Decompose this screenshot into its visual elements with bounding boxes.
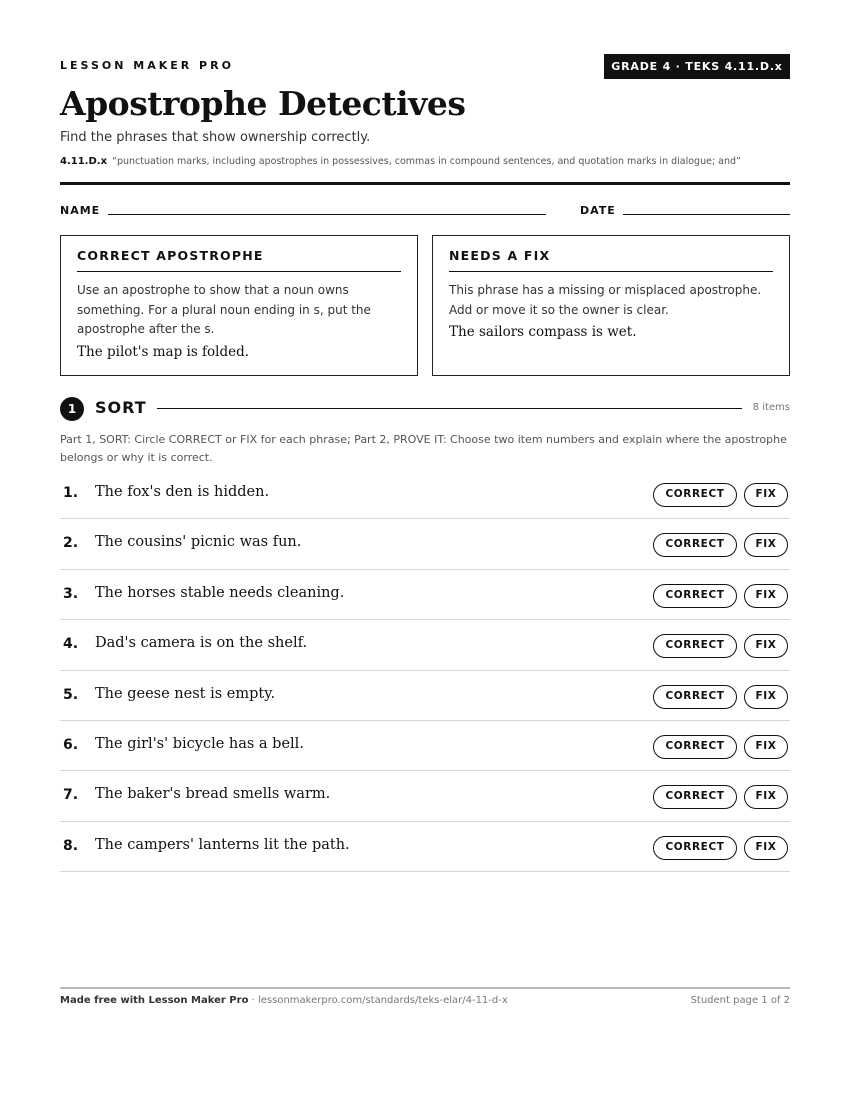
section-divider xyxy=(157,408,742,409)
correct-button[interactable]: CORRECT xyxy=(653,584,737,608)
sort-item-list xyxy=(60,469,790,872)
standard-text: “punctuation marks, including apostrophes in possessives, commas in compound sentences, and quotation marks in dialogue; and” xyxy=(112,156,741,167)
item-phrase: The geese nest is empty. xyxy=(95,685,276,702)
correct-box-example: The pilot's map is folded. xyxy=(77,343,250,360)
fix-button[interactable]: FIX xyxy=(744,785,788,809)
correct-box-title: CORRECT APOSTROPHE xyxy=(77,248,401,272)
sort-item xyxy=(60,519,790,569)
date-field[interactable] xyxy=(623,214,790,215)
sort-item xyxy=(60,469,790,519)
fix-button[interactable]: FIX xyxy=(744,533,788,557)
sort-item xyxy=(60,771,790,821)
grade-badge: GRADE 4 · TEKS 4.11.D.x xyxy=(604,54,790,79)
correct-button[interactable]: CORRECT xyxy=(653,533,737,557)
fix-button[interactable]: FIX xyxy=(744,735,788,759)
correct-apostrophe-box xyxy=(60,235,418,376)
footer-credit xyxy=(60,995,508,1006)
fix-button[interactable]: FIX xyxy=(744,584,788,608)
fix-button[interactable]: FIX xyxy=(744,836,788,860)
correct-button[interactable]: CORRECT xyxy=(653,634,737,658)
item-phrase: The fox's den is hidden. xyxy=(95,484,270,500)
correct-box-body: Use an apostrophe to show that a noun owns something. For a plural noun ending in s, put the apostrophe after the s. xyxy=(77,283,371,336)
standard-line xyxy=(60,156,741,167)
item-number: 1. xyxy=(63,485,79,501)
correct-button[interactable]: CORRECT xyxy=(653,836,737,860)
item-number: 6. xyxy=(63,736,79,753)
page-indicator: Student page 1 of 2 xyxy=(690,995,790,1006)
correct-button[interactable]: CORRECT xyxy=(653,785,737,809)
name-field[interactable] xyxy=(108,214,546,215)
item-number: 4. xyxy=(63,636,79,653)
fix-box-title: NEEDS A FIX xyxy=(449,248,773,272)
item-phrase: The campers' lanterns lit the path. xyxy=(95,836,350,853)
page-title: Apostrophe Detectives xyxy=(60,84,466,123)
sort-item xyxy=(60,822,790,872)
item-phrase: The baker's bread smells warm. xyxy=(95,786,331,803)
fix-box-example: The sailors compass is wet. xyxy=(449,324,637,340)
sort-item xyxy=(60,620,790,670)
item-number: 7. xyxy=(63,787,79,804)
needs-fix-box xyxy=(432,235,790,376)
item-count: 8 items xyxy=(752,402,790,413)
item-phrase: Dad's camera is on the shelf. xyxy=(95,635,308,652)
sort-item xyxy=(60,570,790,620)
footer-brand: Made free with Lesson Maker Pro xyxy=(60,995,249,1006)
footer-divider xyxy=(60,987,790,989)
item-phrase: The girl's' bicycle has a bell. xyxy=(95,735,304,752)
fix-button[interactable]: FIX xyxy=(744,483,788,507)
header-divider xyxy=(60,182,790,185)
fix-box-body: This phrase has a missing or misplaced apostrophe. Add or move it so the owner is clear. xyxy=(449,283,762,317)
standard-code: 4.11.D.x xyxy=(60,156,108,167)
date-label: DATE xyxy=(580,204,616,217)
item-number: 8. xyxy=(63,837,79,854)
fix-button[interactable]: FIX xyxy=(744,685,788,709)
page-subtitle: Find the phrases that show ownership correctly. xyxy=(60,130,371,145)
name-label: NAME xyxy=(60,204,101,217)
correct-button[interactable]: CORRECT xyxy=(653,735,737,759)
instructions: Part 1, SORT: Circle CORRECT or FIX for each phrase; Part 2, PROVE IT: Choose two item numbers and explain where the apostrophe belongs or why it is correct. xyxy=(60,433,787,464)
item-phrase: The cousins' picnic was fun. xyxy=(95,534,302,551)
correct-button[interactable]: CORRECT xyxy=(653,483,737,507)
fix-button[interactable]: FIX xyxy=(744,634,788,658)
section-title: SORT xyxy=(95,398,147,417)
item-number: 5. xyxy=(63,686,79,703)
section-number-badge: 1 xyxy=(60,397,84,421)
item-phrase: The horses stable needs cleaning. xyxy=(95,584,345,601)
brand-name: LESSON MAKER PRO xyxy=(60,59,234,72)
footer-separator: · xyxy=(248,995,258,1006)
item-number: 3. xyxy=(63,585,79,602)
footer-url[interactable]: lessonmakerpro.com/standards/teks-elar/4-11-d-x xyxy=(257,995,508,1006)
item-number: 2. xyxy=(63,535,79,552)
sort-item xyxy=(60,721,790,771)
correct-button[interactable]: CORRECT xyxy=(653,685,737,709)
sort-item xyxy=(60,671,790,721)
